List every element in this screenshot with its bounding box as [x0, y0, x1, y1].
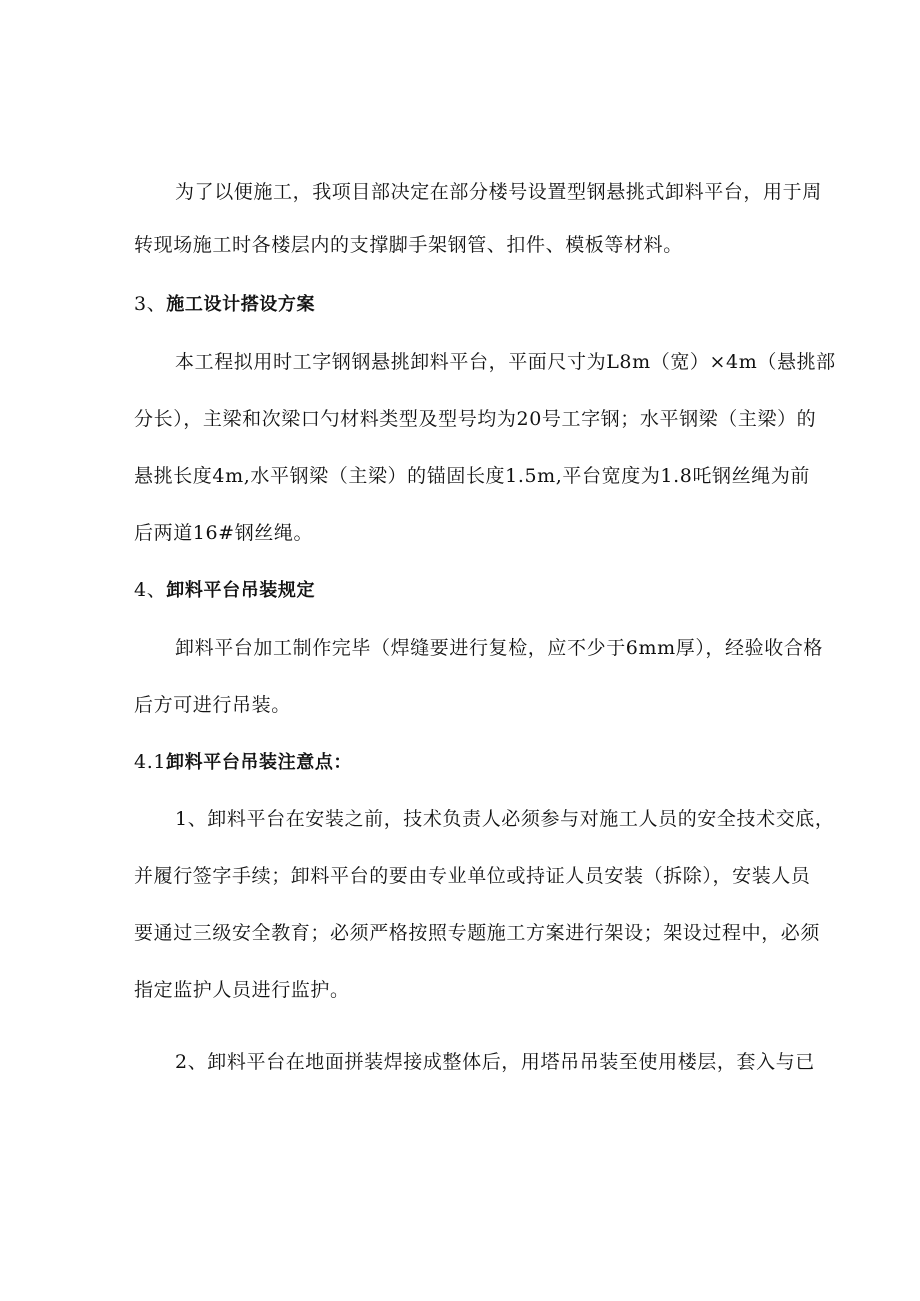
paragraph-5-line-1: 2、卸料平台在地面拼装焊接成整体后，用塔吊吊装至使用楼层，套入与已 [175, 1051, 815, 1073]
paragraph-4-line-4: 指定监护人员进行监护。 [134, 979, 350, 1001]
paragraph-3-line-1: 卸料平台加工制作完毕（焊缝要进行复检，应不少于6mm厚），经验收合格 [175, 637, 824, 659]
paragraph-1-line-1: 为了以便施工，我项目部决定在部分楼号设置型钢悬挑式卸料平台，用于周 [175, 181, 822, 203]
section-4-title: 卸料平台吊装规定 [166, 580, 316, 601]
paragraph-4-line-3: 要通过三级安全教育；必须严格按照专题施工方案进行架设；架设过程中，必须 [134, 922, 821, 944]
section-4-number: 4、 [134, 579, 167, 601]
paragraph-4-line-1: 1、卸料平台在安装之前，技术负责人必须参与对施工人员的安全技术交底， [175, 808, 835, 830]
section-3-heading [134, 290, 315, 319]
paragraph-1-line-2: 转现场施工时各楼层内的支撑脚手架钢管、扣件、模板等材料。 [134, 234, 683, 256]
paragraph-4-line-2: 并履行签字手续；卸料平台的要由专业单位或持证人员安装（拆除），安装人员 [134, 865, 811, 887]
paragraph-2-line-3: 悬挑长度4m,水平钢梁（主梁）的锚固长度1.5m,平台宽度为1.8吒钢丝绳为前 [134, 465, 811, 487]
section-4-1-heading [134, 748, 352, 777]
section-4-heading [134, 576, 315, 605]
section-3-title: 施工设计搭设方案 [166, 294, 316, 315]
paragraph-2-line-1: 本工程拟用时工字钢钢悬挑卸料平台，平面尺寸为L8m（宽）×4m（悬挑部 [175, 351, 836, 373]
section-4-1-title: 卸料平台吊装注意点： [166, 752, 353, 773]
paragraph-3-line-2: 后方可进行吊装。 [134, 694, 291, 716]
section-3-number: 3、 [134, 293, 167, 315]
paragraph-2-line-4: 后两道16#钢丝绳。 [134, 522, 314, 544]
paragraph-2-line-2: 分长），主梁和次梁口勺材料类型及型号均为20号工字钢；水平钢梁（主梁）的 [134, 408, 817, 430]
section-4-1-number: 4.1 [134, 751, 167, 773]
